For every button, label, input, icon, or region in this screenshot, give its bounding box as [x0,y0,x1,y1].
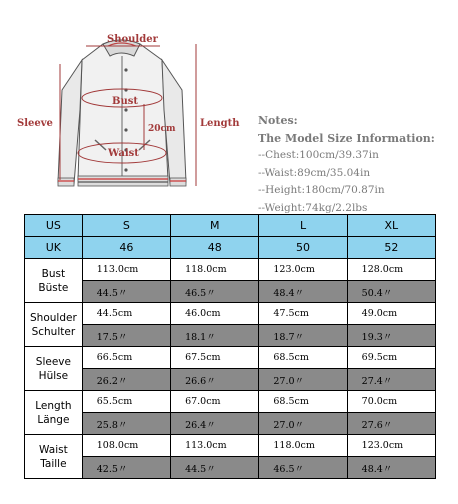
cell-in: 27.0〃 [259,369,347,391]
row-name-de: Schulter [31,325,76,338]
table-row [25,347,436,369]
waist-label: Waist [108,148,139,159]
header-uk-46: 46 [82,237,170,259]
cell-cm: 123.0cm [347,435,435,457]
table-row [25,369,436,391]
table-header-uk [25,237,436,259]
header-uk-52: 52 [347,237,435,259]
cell-cm: 46.0cm [171,303,259,325]
row-label-bust [25,259,83,303]
cell-in: 48.4〃 [259,281,347,303]
table-row [25,303,436,325]
note-waist: --Waist:89cm/35.04in [258,166,371,179]
cell-in: 26.2〃 [82,369,170,391]
cell-in: 42.5〃 [82,457,170,479]
cell-in: 27.4〃 [347,369,435,391]
header-size-s: S [82,215,170,237]
table-row [25,457,436,479]
cell-in: 18.7〃 [259,325,347,347]
cell-cm: 118.0cm [259,435,347,457]
cell-cm: 44.5cm [82,303,170,325]
cell-in: 26.4〃 [171,413,259,435]
table-row [25,281,436,303]
cell-cm: 108.0cm [82,435,170,457]
cell-cm: 69.5cm [347,347,435,369]
jacket-size-diagram [0,0,250,205]
cell-cm: 128.0cm [347,259,435,281]
cell-cm: 70.0cm [347,391,435,413]
row-name-en: Length [35,399,72,412]
cell-in: 44.5〃 [171,457,259,479]
cell-cm: 123.0cm [259,259,347,281]
table-row [25,391,436,413]
rib-label: 20cm [148,124,176,134]
header-size-xl: XL [347,215,435,237]
header-uk-50: 50 [259,237,347,259]
row-name-de: Büste [38,281,69,294]
row-name-en: Sleeve [35,355,71,368]
cell-cm: 113.0cm [82,259,170,281]
size-table [24,214,436,479]
cell-in: 25.8〃 [82,413,170,435]
row-name-en: Bust [41,267,66,280]
notes-title: Notes: [258,114,298,127]
row-label-waist [25,435,83,479]
cell-in: 46.5〃 [259,457,347,479]
table-row [25,413,436,435]
cell-in: 18.1〃 [171,325,259,347]
model-notes [258,112,458,217]
cell-cm: 118.0cm [171,259,259,281]
cell-cm: 49.0cm [347,303,435,325]
table-row [25,259,436,281]
cell-cm: 67.0cm [171,391,259,413]
length-label: Length [200,118,240,129]
sleeve-label: Sleeve [17,118,53,129]
cell-cm: 67.5cm [171,347,259,369]
row-name-en: Shoulder [30,311,77,324]
table-row [25,435,436,457]
row-label-length [25,391,83,435]
row-name-de: Länge [37,413,70,426]
note-height: --Height:180cm/70.87in [258,184,385,196]
header-us-label: US [25,215,83,237]
row-name-en: Waist [39,443,68,456]
cell-in: 44.5〃 [82,281,170,303]
cell-cm: 66.5cm [82,347,170,369]
cell-cm: 68.5cm [259,391,347,413]
cell-in: 19.3〃 [347,325,435,347]
cell-in: 50.4〃 [347,281,435,303]
row-name-de: Hülse [38,369,69,382]
shoulder-label: Shoulder [107,34,158,45]
cell-cm: 65.5cm [82,391,170,413]
cell-in: 27.0〃 [259,413,347,435]
cell-in: 27.6〃 [347,413,435,435]
cell-in: 26.6〃 [171,369,259,391]
table-header-us [25,215,436,237]
cell-cm: 68.5cm [259,347,347,369]
row-name-de: Taille [40,457,67,470]
header-size-l: L [259,215,347,237]
cell-cm: 113.0cm [171,435,259,457]
bust-label: Bust [112,96,138,107]
cell-cm: 47.5cm [259,303,347,325]
row-label-sleeve [25,347,83,391]
note-weight: --Weight:74kg/2.2lbs [258,201,368,214]
cell-in: 48.4〃 [347,457,435,479]
table-row [25,325,436,347]
header-uk-label: UK [25,237,83,259]
note-chest: --Chest:100cm/39.37in [258,149,379,161]
row-label-shoulder [25,303,83,347]
header-size-m: M [171,215,259,237]
header-uk-48: 48 [171,237,259,259]
notes-subtitle: The Model Size Information: [258,131,435,145]
cell-in: 46.5〃 [171,281,259,303]
cell-in: 17.5〃 [82,325,170,347]
